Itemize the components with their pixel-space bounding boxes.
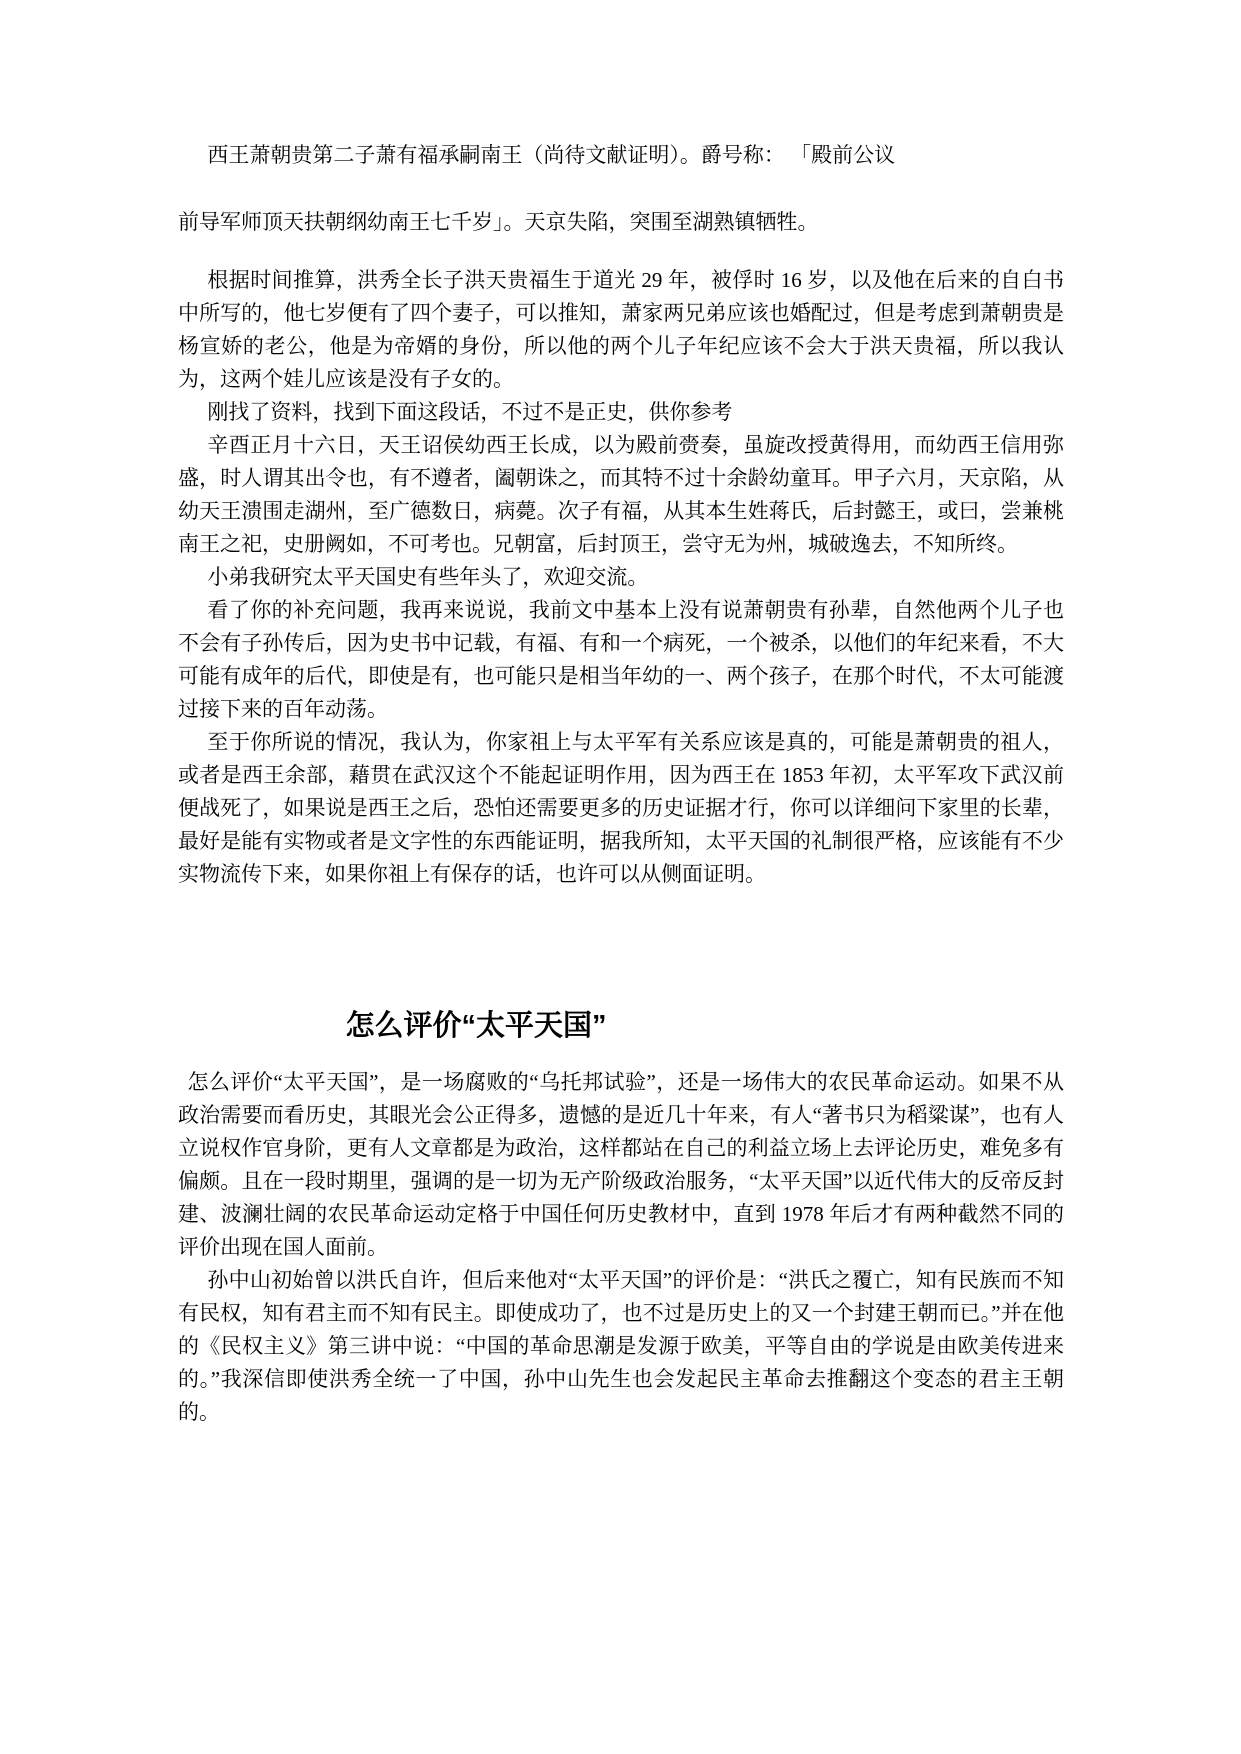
paragraph: 小弟我研究太平天国史有些年头了，欢迎交流。 xyxy=(207,565,649,589)
paragraph: 怎么评价“太平天国”，是一场腐败的“乌托邦试验”，还是一场伟大的农民革命运动。如果不从政治需要而看历史，其眼光会公正得多，遗憾的是近几十年来，有人“著书只为稻粱谋”，也有人立说权作官身阶，更有人文章都是为政治，这样都站在自己的利益立场上去评论历史，难免多有偏颇。且在一段时期里，强调的是一切为无产阶级政治服务，“太平天国”以近代伟大的反帝反封建、波澜壮阔的农民革命运动定格于中国任何历史教材中，直到 1978 年后才有两种截然不同的评价出现在国人面前。 xyxy=(178,1070,1064,1259)
section-heading: 怎么评价“太平天国” xyxy=(345,1010,607,1042)
paragraph: 孙中山初始曾以洪氏自许，但后来他对“太平天国”的评价是：“洪氏之覆亡，知有民族而不知有民权，知有君主而不知有民主。即使成功了，也不过是历史上的又一个封建王朝而已。”并在他的《民权主义》第三讲中说：“中国的革命思潮是发源于欧美，平等自由的学说是由欧美传进来的。”我深信即使洪秀全统一了中国，孙中山先生也会发起民主革命去推翻这个变态的君主王朝的。 xyxy=(178,1268,1064,1424)
paragraph: 前导军师顶天扶朝纲幼南王七千岁」。天京失陷，突围至湖熟镇牺牲。 xyxy=(178,210,819,234)
paragraph: 看了你的补充问题，我再来说说，我前文中基本上没有说萧朝贵有孙辈，自然他两个儿子也不会有子孙传后，因为史书中记载，有福、有和一个病死，一个被杀，以他们的年纪来看，不大可能有成年的后代，即使是有，也可能只是相当年幼的一、两个孩子，在那个时代，不太可能渡过接下来的百年动荡。 xyxy=(178,598,1064,721)
paragraph: 刚找了资料，找到下面这段话，不过不是正史，供你参考 xyxy=(207,400,733,424)
paragraph: 西王萧朝贵第二子萧有福承嗣南王（尚待文献证明）。爵号称： 「殿前公议 xyxy=(207,143,896,167)
document-content xyxy=(178,139,1064,1429)
paragraph: 至于你所说的情况，我认为，你家祖上与太平军有关系应该是真的，可能是萧朝贵的祖人，或者是西王余部，藉贯在武汉这个不能起证明作用，因为西王在 1853 年初，太平军攻下武汉前便战死了，如果说是西王之后，恐怕还需要更多的历史证据才行，你可以详细问下家里的长辈，最好是能有实物或者是文字性的东西能证明，据我所知，太平天国的礼制很严格，应该能有不少实物流传下来，如果你祖上有保存的话，也许可以从侧面证明。 xyxy=(178,730,1064,886)
paragraph: 根据时间推算，洪秀全长子洪天贵福生于道光 29 年，被俘时 16 岁，以及他在后来的自白书中所写的，他七岁便有了四个妻子，可以推知，萧家两兄弟应该也婚配过，但是考虑到萧朝贵是杨宣娇的老公，他是为帝婿的身份，所以他的两个儿子年纪应该不会大于洪天贵福，所以我认为，这两个娃儿应该是没有子女的。 xyxy=(178,268,1064,391)
paragraph: 辛酉正月十六日，天王诏侯幼西王长成，以为殿前赍奏，虽旋改授黄得用，而幼西王信用弥盛，时人谓其出令也，有不遵者，阖朝诛之，而其特不过十余龄幼童耳。甲子六月，天京陷，从幼天王溃围走湖州，至广德数日，病薨。次子有福，从其本生姓蒋氏，后封懿王，或曰，尝兼桃南王之祀，史册阙如，不可考也。兄朝富，后封顶王，尝守无为州，城破逸去，不知所终。 xyxy=(178,433,1064,556)
